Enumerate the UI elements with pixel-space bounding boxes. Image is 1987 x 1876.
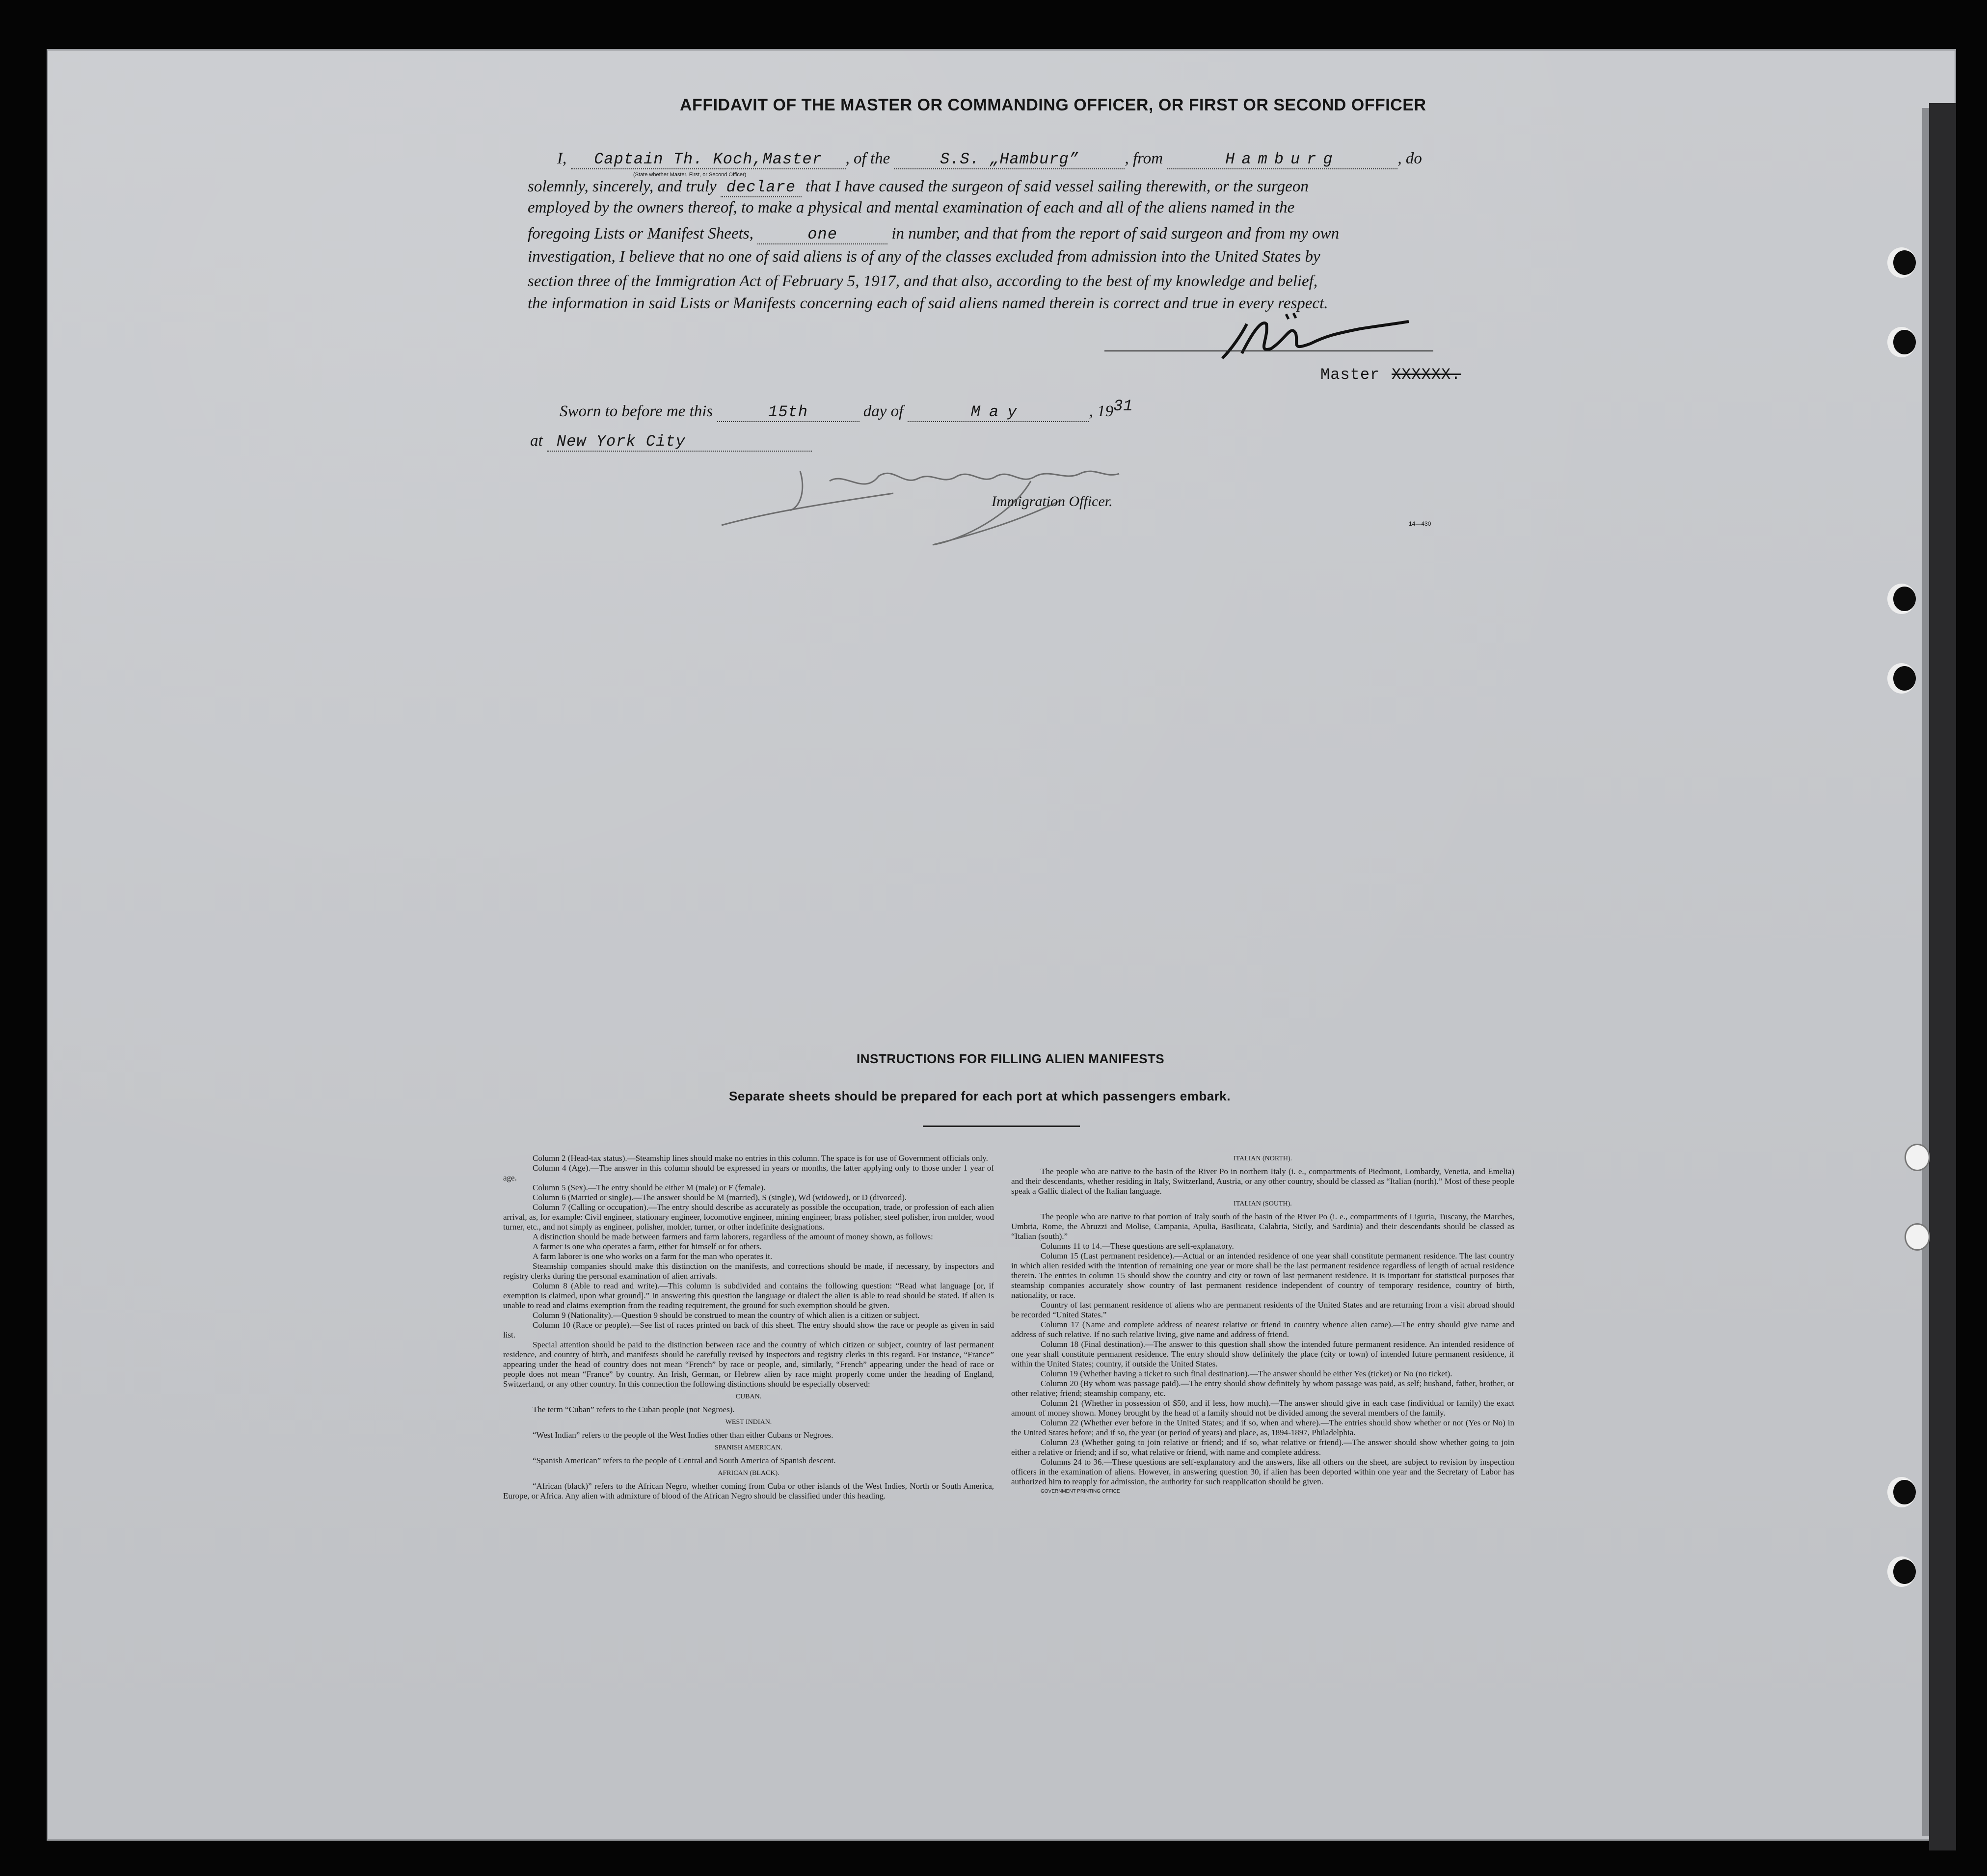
instruction-paragraph: Column 21 (Whether in possession of $50, and if less, how much).—The answer should give in each case (individual or family) the exact amount of money shown. Money brought by the head of a family should not be divided among the several members of the family. [1011,1398,1514,1418]
place-field: New York City [547,432,812,452]
form-number: 14—430 [1409,520,1431,527]
printer-imprint: GOVERNMENT PRINTING OFFICE [1041,1489,1120,1494]
italian-north-text: The people who are native to the basin of the River Po in northern Italy (i. e., compartments of Piedmont, Lombardy, Venetia, and Emelia) and their descendants, whether residing in Italy, Switzerland, Austria, or any other country, should be classed as “Italian (north).” Most of these people speak a Gallic dialect of the Italian language. [1011,1167,1514,1196]
place-line [530,432,812,452]
affidavit-line-5: investigation, I believe that no one of said aliens is of any of the classes excluded from admission into the United States by [528,248,1320,266]
italian-south-heading: ITALIAN (SOUTH). [1234,1200,1292,1207]
instruction-paragraph: Country of last permanent residence of aliens who are permanent residents of the United States and are returning from a visit abroad should be recorded “United States.” [1011,1300,1514,1319]
instructions-subtitle: Separate sheets should be prepared for each port at which passengers embark. [729,1089,1231,1103]
from-text: , from [1125,150,1163,167]
master-name-field: Captain Th. Koch,Master [571,150,846,169]
instruction-paragraph: Columns 24 to 36.—These questions are self-explanatory and the answers, like all others on the sheet, are subject to revision by inspection officers in the examination of aliens. However, in answering question 30, if alien has been deported within one year and the Secretary of Labor has authorized him to reapply for admission, the authority for such reapplication should be given. [1011,1457,1514,1486]
cuban-heading: CUBAN. [735,1393,762,1400]
do-text: , do [1397,150,1422,167]
signature-title: Master [1320,366,1380,384]
west-indian-text: “West Indian” refers to the people of the West Indies other than either Cubans or Negroes. [533,1430,833,1440]
declare-field: declare [721,178,802,197]
sworn-line [560,397,1133,422]
italian-north-heading: ITALIAN (NORTH). [1233,1155,1292,1162]
spanish-american-heading: SPANISH AMERICAN. [715,1444,782,1451]
affidavit-line-6: section three of the Immigration Act of February 5, 1917, and that also, according to the best of my knowledge and belief, [528,272,1318,290]
instruction-paragraph: Column 4 (Age).—The answer in this column should be expressed in years or months, the latter applying only to those under 1 year of age. [503,1163,994,1182]
binder-hole-icon [1893,330,1916,354]
binder-hole-icon [1893,1480,1916,1504]
affidavit-line-4b: in number, and that from the report of said surgeon and from my own [891,225,1340,242]
instruction-paragraph: Column 9 (Nationality).—Question 9 should be construed to mean the country of which alien is a citizen or subject. [533,1311,920,1320]
day-field: 15th [717,403,859,422]
binder-hole-icon [1893,1559,1916,1584]
instruction-paragraph: Columns 11 to 14.—These questions are self-explanatory. [1041,1241,1234,1251]
west-indian-heading: WEST INDIAN. [725,1419,772,1426]
binder-hole-icon [1893,250,1916,275]
affidavit-line-3: employed by the owners thereof, to make a physical and mental examination of each and all of the aliens named in the [528,199,1295,216]
african-text: “African (black)” refers to the African Negro, whether coming from Cuba or other islands of the West Indies, North or South America, Europe, or Africa. Any alien with admixture of blood of the African Negro should be classified under this heading. [503,1481,994,1501]
year-field: 31 [1113,397,1133,415]
instructions-left-column [503,1153,994,1501]
vessel-name-field: S.S. „Hamburg” [894,150,1125,169]
struck-officer-text: XXXXXX. [1392,366,1461,384]
instruction-paragraph: Steamship companies should make this distinction on the manifests, and corrections should be made, if necessary, by inspectors and registry clerks during the personal examination of alien arrivals. [503,1261,994,1281]
month-field: May [908,403,1089,422]
affidavit-title: AFFIDAVIT OF THE MASTER OR COMMANDING OFFICER, OR FIRST OR SECOND OFFICER [680,96,1426,114]
african-heading: AFRICAN (BLACK). [718,1470,779,1477]
instruction-paragraph: A farmer is one who operates a farm, either for himself or for others. [533,1242,762,1251]
instruction-paragraph: Special attention should be paid to the distinction between race and the country of which citizen or subject, country of last permanent residence, and country of birth, and manifests should be carefully revised by inspectors and registry clerks in this regard. For instance, “France” appearing under the head of country does not mean “French” by race or people, and, similarly, “French” appearing under the head of race or people does not mean “France” by country. An Irish, German, or Hebrew alien by race might properly come under the heading of England, Switzerland, or any other country. In this connection the following distinctions should be especially observed: [503,1340,994,1389]
instruction-paragraph: Column 20 (By whom was passage paid).—The entry should show definitely by whom passage was paid, as self; husband, father, brother, or other relative; friend; steamship company, etc. [1011,1379,1514,1398]
instruction-paragraph: Column 17 (Name and complete address of nearest relative or friend in country whence alien came).—The entry should give name and address of such relative. If no such relative living, give name and address of friend. [1011,1320,1514,1339]
instruction-paragraph: Column 19 (Whether having a ticket to such final destination).—The answer should be either Yes (ticket) or No (no ticket). [1041,1369,1452,1378]
manifest-page [47,49,1956,1841]
instruction-paragraph: A farm laborer is one who works on a farm for the man who operates it. [533,1252,773,1261]
instruction-paragraph: Column 10 (Race or people).—See list of races printed on back of this sheet. The entry should show the race or people as given in said list. [503,1320,994,1340]
binder-hole-icon [1905,1144,1930,1171]
port-field: Hamburg [1167,150,1397,169]
affidavit-line-1 [557,150,1422,169]
year-prefix: , 19 [1089,402,1114,420]
instruction-paragraph: The people who are native to that portion of Italy south of the basin of the River Po (i. e., compartments of Liguria, Tuscany, the Marches, Umbria, Rome, the Abruzzi and Molise, Campania, Apulia, Basilicata, Calabria, Sicily, and Sardinia) and their descendants should be classed as “Italian (south).” [1011,1212,1514,1241]
at-text: at [530,432,543,450]
of-the-text: , of the [845,150,890,167]
page-edge-shadow [1922,108,1929,1836]
instruction-paragraph: A distinction should be made between farmers and farm laborers, regardless of the amount of money shown, as follows: [533,1232,933,1241]
instruction-paragraph: Column 22 (Whether ever before in the United States; and if so, when and where).—The entries should show whether or not (Yes or No) in the United States before; and if so, the year (or period of years) and place, as, 1894-1897, Philadelphia. [1011,1418,1514,1437]
instruction-paragraph: Column 8 (Able to read and write).—This column is subdivided and contains the following question: “Read what language [or, if exemption is claimed, upon what ground].” In answering this question the language or dialect the alien is able to read should be stated. If alien is unable to read and claims exemption from the reading requirement, the ground for such exemption should be given. [503,1281,994,1310]
instructions-right-column [1011,1151,1514,1497]
cuban-text: The term “Cuban” refers to the Cuban people (not Negroes). [533,1405,735,1414]
affidavit-line-2a: solemnly, sincerely, and truly [528,178,717,195]
instructions-title: INSTRUCTIONS FOR FILLING ALIEN MANIFESTS [857,1051,1165,1066]
immigration-officer-label: Immigration Officer. [992,493,1113,509]
sheet-count-field: one [757,225,887,244]
instruction-paragraph: Column 6 (Married or single).—The answer should be M (married), S (single), Wd (widowed), or D (divorced). [533,1193,907,1202]
instruction-paragraph: Column 2 (Head-tax status).—Steamship lines should make no entries in this column. The space is for use of Government officials only. [533,1153,988,1163]
spanish-american-text: “Spanish American” refers to the people of Central and South America of Spanish descent. [533,1456,836,1465]
affidavit-line-4 [528,225,1339,244]
binder-hole-icon [1893,666,1916,691]
affidavit-line-4a: foregoing Lists or Manifest Sheets, [528,225,753,242]
page-edge [1929,103,1956,1850]
affidavit-i: I, [557,150,567,167]
binder-hole-icon [1893,587,1916,611]
affidavit-line-2 [528,178,1309,197]
sworn-text: Sworn to before me this [560,402,713,420]
affidavit-line-2b: that I have caused the surgeon of said vessel sailing therewith, or the surgeon [806,178,1309,195]
instruction-paragraph: Column 15 (Last permanent residence).—Actual or an intended residence of one year shall constitute permanent residence. The last country in which alien resided with the intention of remaining one year or more shall be the last permanent residence regardless of length of actual residence therein. The entries in column 15 should show the country and city or town of last permanent residence. It is important for statistical purposes that steamship companies accurately show country of last permanent residence independent of country of temporary residence, country of birth, nationality, or race. [1011,1251,1514,1300]
instruction-paragraph: Column 7 (Calling or occupation).—The entry should describe as accurately as possible the occupation, trade, or profession of each alien arrival, as, for example: Civil engineer, stationary engineer, locomotive engineer, mining engineer, brass polisher, steel polisher, iron molder, wood turner, etc., and not simply as engineer, polisher, molder, turner, or other indefinite designations. [503,1203,994,1232]
instruction-paragraph: Column 23 (Whether going to join relative or friend; and if so, what relative or friend).—The answer should show whether going to join either a relative or friend; and if so, what relative or friend, with name and complete address. [1011,1438,1514,1457]
affidavit-line-7: the information in said Lists or Manifests concerning each of said aliens named therein is correct and true in every respect. [528,295,1328,312]
day-of-text: day of [863,402,904,420]
instruction-paragraph: Column 5 (Sex).—The entry should be either M (male) or F (female). [533,1183,766,1192]
officer-rank-note: (State whether Master, First, or Second Officer) [633,172,747,178]
instructions-rule [923,1126,1080,1127]
binder-hole-icon [1905,1223,1930,1251]
instruction-paragraph: Column 18 (Final destination).—The answer to this question shall show the intended future permanent residence. An intended residence of one year shall constitute permanent residence. The entry should show definitely the place (city or town) of intended future permanent residence, if within the United States; country, if outside the United States. [1011,1340,1514,1368]
master-signature [1212,304,1419,368]
signature-line [1104,350,1433,351]
